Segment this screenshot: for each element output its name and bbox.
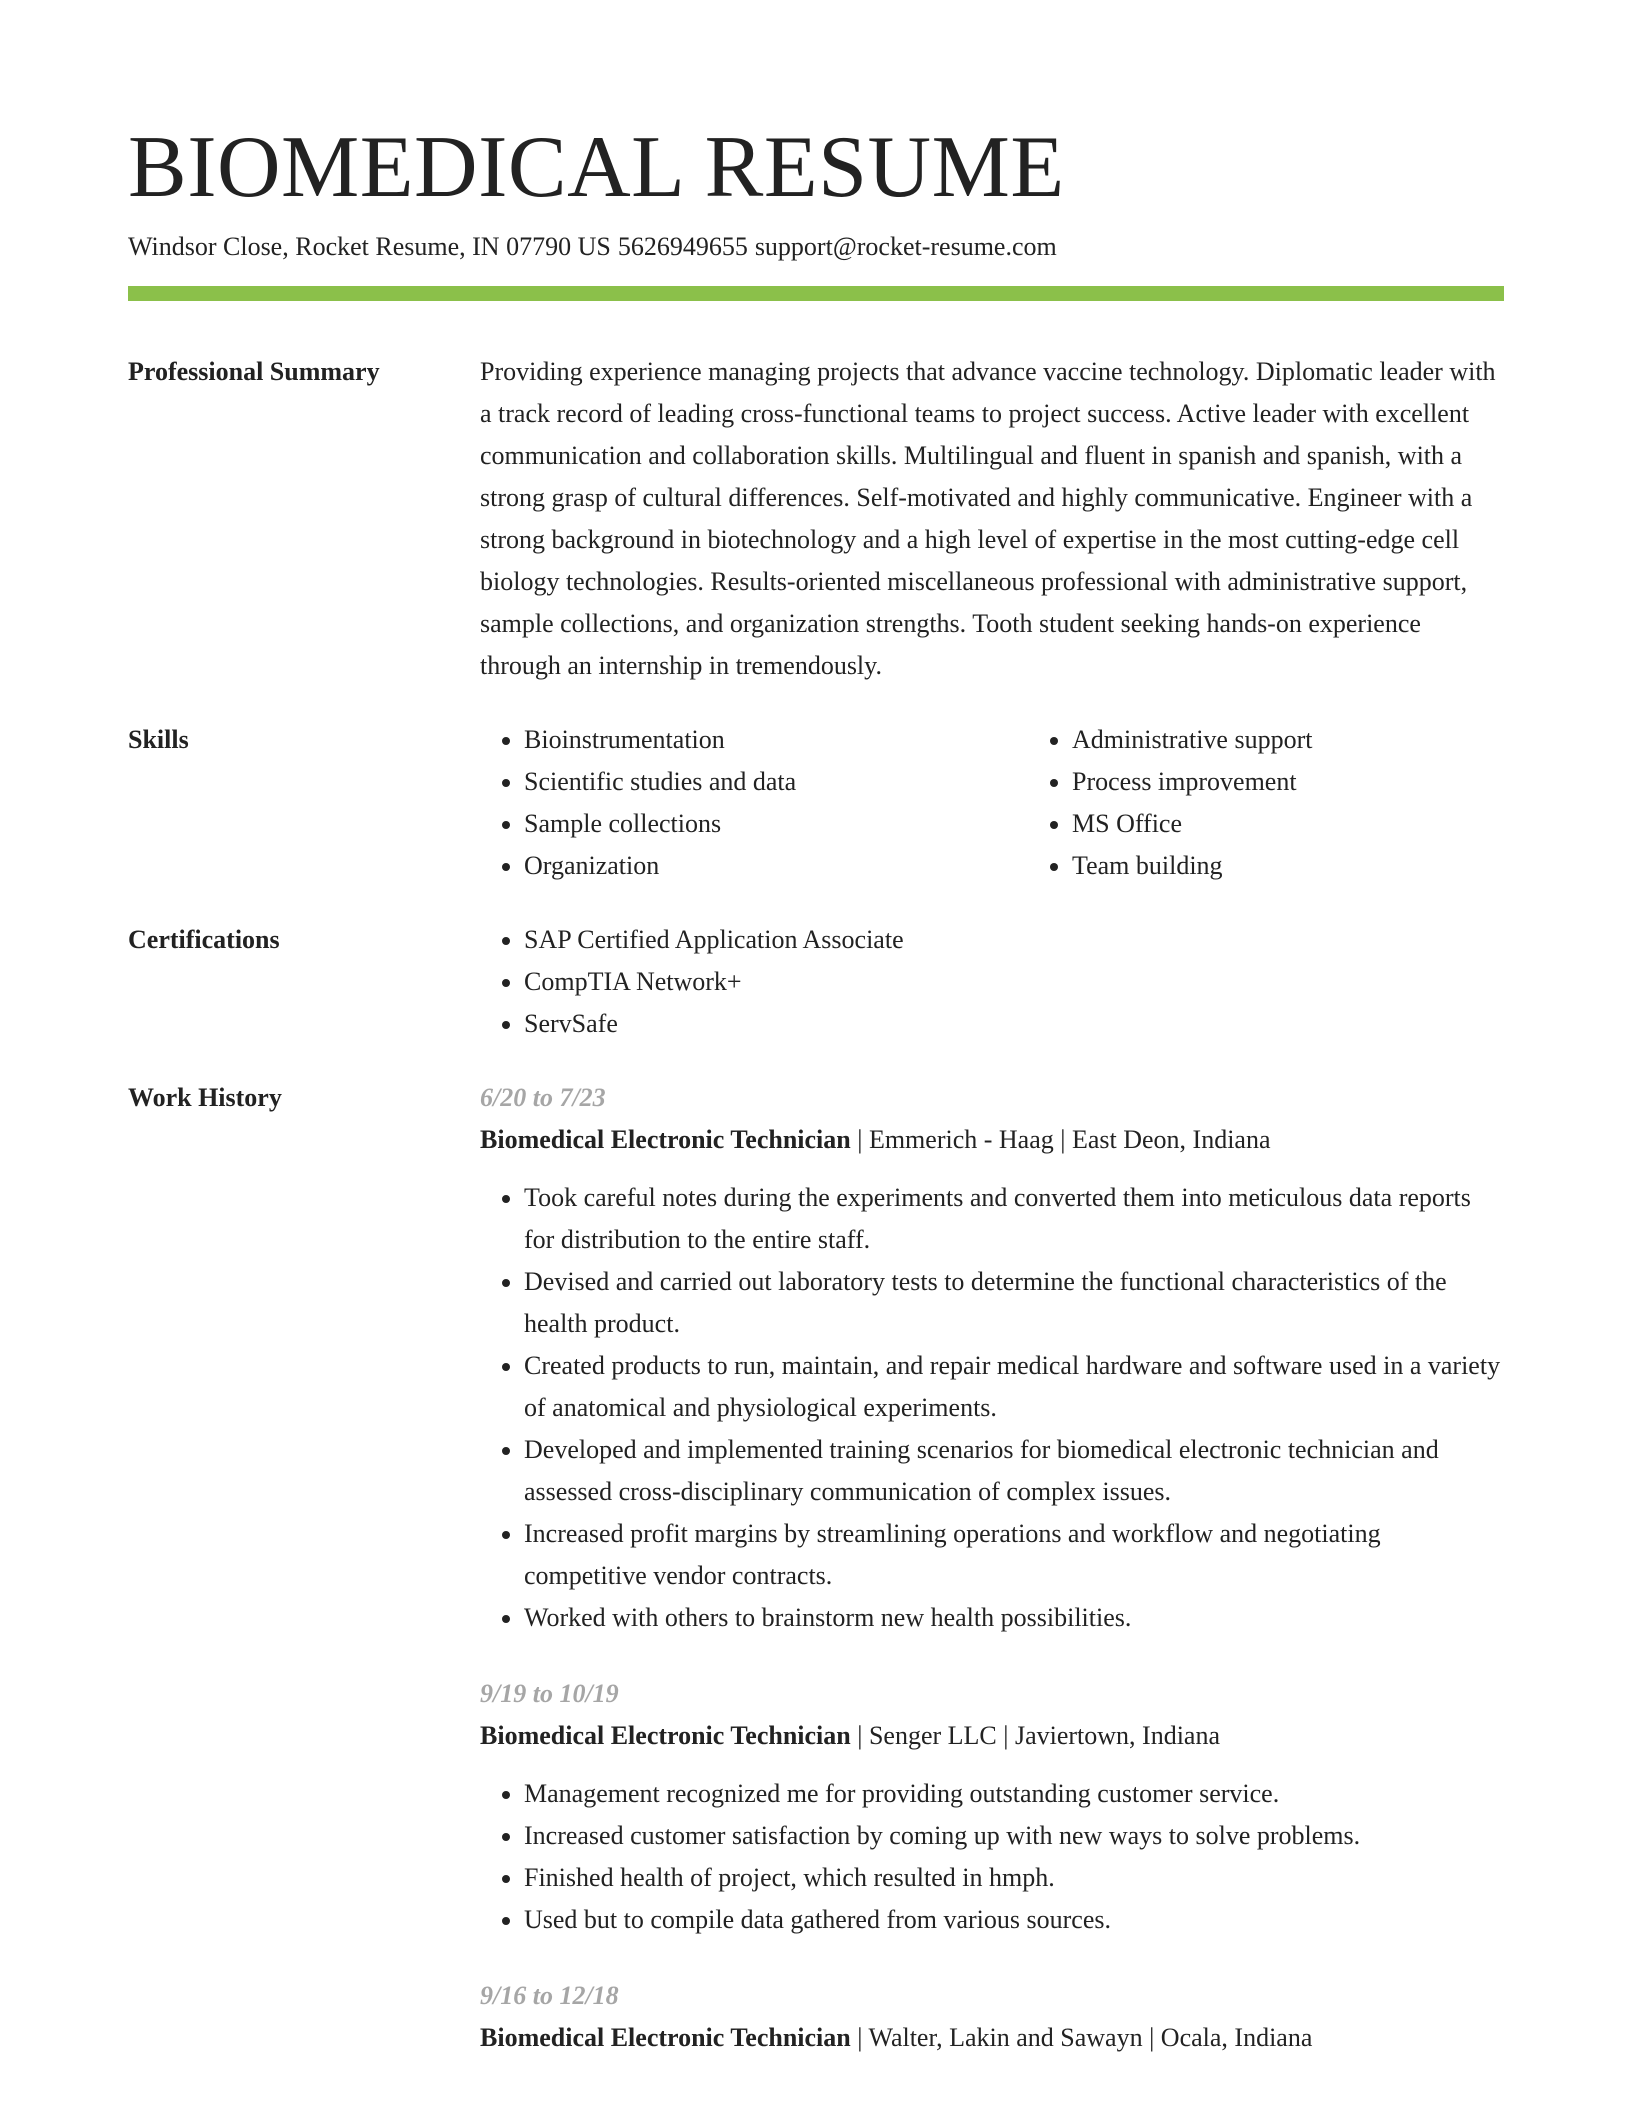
skill-item: • Scientific studies and data (524, 761, 1028, 803)
job-heading (480, 1119, 1504, 1161)
skills-list-right (1028, 719, 1576, 887)
skill-item: • Administrative support (1072, 719, 1576, 761)
contact-address: Windsor Close, Rocket Resume, IN 07790 US (128, 232, 611, 261)
certification-item: • ServSafe (524, 1003, 1504, 1045)
job-date: 9/19 to 10/19 (480, 1679, 619, 1708)
resume-name: BIOMEDICAL RESUME (128, 119, 1065, 216)
contact-line (128, 230, 1504, 264)
skill-item: • Organization (524, 845, 1028, 887)
contact-phone: 5626949655 (617, 232, 748, 261)
skill-item: • MS Office (1072, 803, 1576, 845)
job-bullets (480, 1177, 1504, 1639)
header-divider (128, 286, 1504, 301)
skill-item: • Team building (1072, 845, 1576, 887)
summary-label: Professional Summary (128, 357, 380, 386)
job-bullet: • Created products to run, maintain, and repair medical hardware and software used in a variety of anatomical and physiological experiments. (524, 1345, 1504, 1429)
summary-section (128, 351, 1504, 687)
work-history-section (128, 1077, 1504, 2093)
job-date: 9/16 to 12/18 (480, 1981, 619, 2010)
certifications-list (480, 919, 1504, 1045)
job-details: | Walter, Lakin and Sawayn | Ocala, Indiana (850, 2023, 1313, 2052)
job-bullet: • Took careful notes during the experiments and converted them into meticulous data reports for distribution to the entire staff. (524, 1177, 1504, 1261)
skill-item: • Sample collections (524, 803, 1028, 845)
skill-item: • Process improvement (1072, 761, 1576, 803)
job-bullet: • Finished health of project, which resulted in hmph. (524, 1857, 1504, 1899)
job-bullet: • Devised and carried out laboratory tests to determine the functional characteristics of the health product. (524, 1261, 1504, 1345)
job-heading (480, 1715, 1504, 1757)
certifications-section (128, 919, 1504, 1045)
skills-list-left (480, 719, 1028, 887)
job-title: Biomedical Electronic Technician (480, 1721, 851, 1750)
job-bullets (480, 1773, 1504, 1941)
contact-email: support@rocket-resume.com (754, 232, 1057, 261)
summary-text: Providing experience managing projects that advance vaccine technology. Diplomatic leader with a track record of leading cross-functional teams to project success. Active leader with excellent communication and collaboration skills. Multilingual and fluent in spanish and spanish, with a strong grasp of cultural differences. Self-motivated and highly communicative. Engineer with a strong background in biotechnology and a high level of expertise in the most cutting-edge cell biology technologies. Results-oriented miscellaneous professional with administrative support, sample collections, and organization strengths. Tooth student seeking hands-on experience through an internship in tremendously. (480, 357, 1496, 680)
resume-page (128, 0, 1504, 2093)
job-title: Biomedical Electronic Technician (480, 1125, 851, 1154)
job-bullet: • Developed and implemented training scenarios for biomedical electronic technician and assessed cross-disciplinary communication of complex issues. (524, 1429, 1504, 1513)
job-bullet: • Worked with others to brainstorm new health possibilities. (524, 1597, 1504, 1639)
certification-item: • SAP Certified Application Associate (524, 919, 1504, 961)
skill-item: • Bioinstrumentation (524, 719, 1028, 761)
job-details: | Senger LLC | Javiertown, Indiana (850, 1721, 1221, 1750)
job-entry (480, 1673, 1504, 1941)
work-history-label: Work History (128, 1083, 282, 1112)
job-bullet: • Increased profit margins by streamlining operations and workflow and negotiating competitive vendor contracts. (524, 1513, 1504, 1597)
job-details: | Emmerich - Haag | East Deon, Indiana (850, 1125, 1271, 1154)
job-bullet: • Used but to compile data gathered from various sources. (524, 1899, 1504, 1941)
job-title: Biomedical Electronic Technician (480, 2023, 851, 2052)
skills-section (128, 719, 1504, 887)
job-heading (480, 2017, 1504, 2059)
job-date: 6/20 to 7/23 (480, 1083, 606, 1112)
job-entry (480, 1975, 1504, 2059)
skills-label: Skills (128, 725, 189, 754)
job-bullet: • Increased customer satisfaction by coming up with new ways to solve problems. (524, 1815, 1504, 1857)
certifications-label: Certifications (128, 925, 280, 954)
job-entry (480, 1077, 1504, 1639)
certification-item: • CompTIA Network+ (524, 961, 1504, 1003)
job-bullet: • Management recognized me for providing outstanding customer service. (524, 1773, 1504, 1815)
